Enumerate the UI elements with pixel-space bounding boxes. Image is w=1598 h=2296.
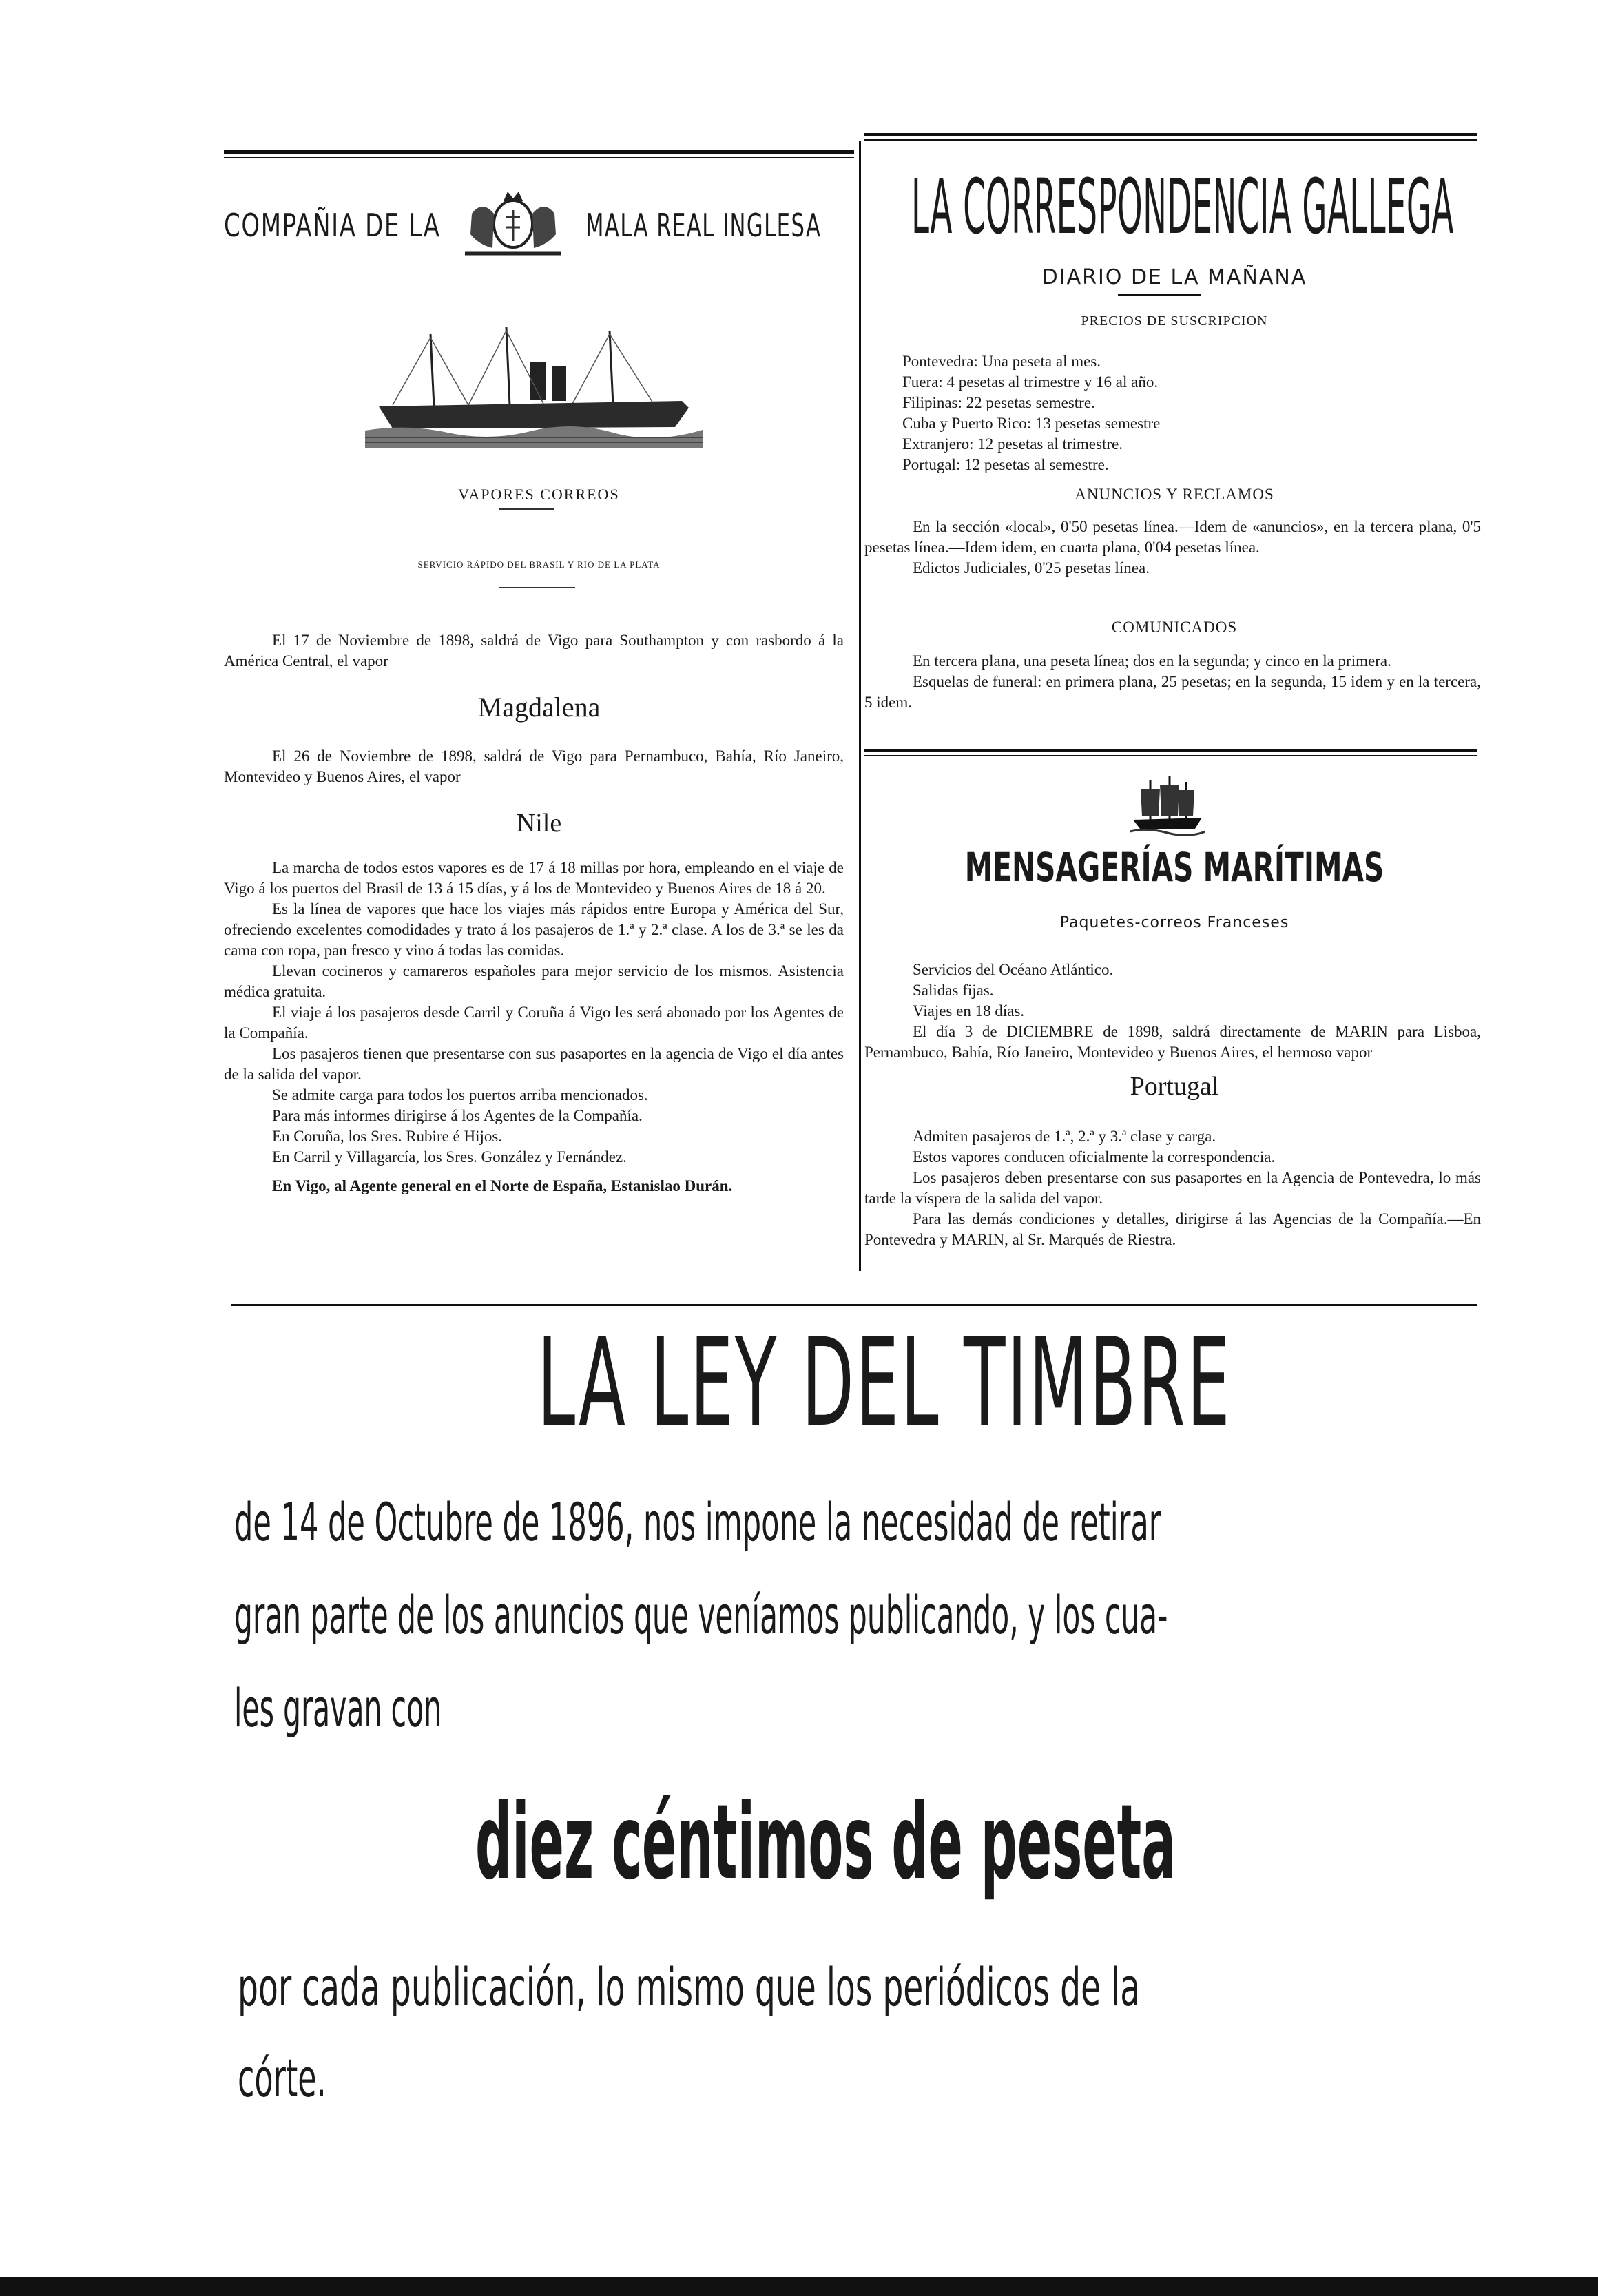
prices-heading: PRECIOS DE SUSCRIPCION: [1081, 313, 1268, 329]
bottom-section-rule: [231, 1304, 1477, 1306]
left-column: [224, 148, 854, 1264]
small-divider: [499, 508, 554, 510]
price-item: Pontevedra: Una peseta al mes.: [902, 353, 1101, 370]
top-rule-right-thin: [864, 139, 1477, 141]
right-column: [864, 148, 1484, 1264]
paragraph: Es la línea de vapores que hace los viajes más rápidos entre Europa y América del Sur, ofreciendo excelentes comodidades y trato á los pasajeros de 1.ª y 2.ª clase. A los de 3.ª se les da cama con ropa, pan fresco y vino á todas las comidas.: [224, 900, 844, 959]
section-rule-thin: [864, 755, 1477, 756]
small-divider-2: [499, 587, 575, 588]
notice-line-2: gran parte de los anuncios que veníamos publicando, y los cua-: [234, 1584, 1168, 1646]
mens-sailing: El día 3 de DICIEMBRE de 1898, saldrá directamente de MARIN para Lisboa, Pernambuco, Bahía, Río Janeiro, Montevideo y Buenos Aires, el hermoso vapor: [864, 1023, 1481, 1061]
left-paragraphs: [224, 858, 844, 1197]
esquelas-text: Esquelas de funeral: en primera plana, 25 pesetas; en la segunda, 15 idem y en la tercera, 5 idem.: [864, 673, 1481, 711]
ship-name-nile: Nile: [516, 809, 562, 838]
mens-after-line: Estos vapores conducen oficialmente la correspondencia.: [913, 1148, 1276, 1166]
ads-text: En la sección «local», 0'50 pesetas línea.—Idem de «anuncios», en la tercera plana, 0'5 pesetas línea.—Idem idem, en cuarta plana, 0'04 pesetas línea.: [864, 518, 1481, 556]
mensagerias-title: MENSAGERÍAS MARÍTIMAS: [964, 844, 1384, 891]
list-item: Se admite carga para todos los puertos arriba mencionados.: [272, 1086, 648, 1104]
ship-name-magdalena: Magdalena: [477, 692, 601, 723]
notice-line-1: de 14 de Octubre de 1896, nos impone la necesidad de retirar: [234, 1491, 1161, 1553]
mens-after-line: Admiten pasajeros de 1.ª, 2.ª y 3.ª clase y carga.: [913, 1128, 1216, 1145]
company-name-left: COMPAÑIA DE LA: [224, 207, 441, 244]
column-divider: [859, 141, 861, 1271]
steamship-illustration: [365, 324, 703, 448]
notice-big-price: diez céntimos de peseta: [475, 1783, 1176, 1903]
mens-line: Servicios del Océano Atlántico.: [913, 961, 1114, 978]
mensagerias-subtitle: Paquetes-correos Franceses: [1059, 914, 1289, 931]
vapores-correos-title: VAPORES CORREOS: [458, 486, 620, 503]
edictos-text: Edictos Judiciales, 0'25 pesetas línea.: [913, 559, 1150, 577]
price-item: Filipinas: 22 pesetas semestre.: [902, 394, 1095, 411]
newspaper-title: LA CORRESPONDENCIA GALLEGA: [911, 163, 1454, 251]
ads-block: [864, 517, 1481, 579]
paragraph: El viaje á los pasajeros desde Carril y Coruña á Vigo les será abonado por los Agentes de la Compañía.: [224, 1004, 844, 1042]
page-bottom-edge: [0, 2277, 1598, 2296]
subtitle-underline: [1118, 294, 1201, 296]
newspaper-subtitle: DIARIO DE LA MAÑANA: [1041, 265, 1307, 289]
section-rule: [864, 749, 1477, 752]
notice-line-5: córte.: [238, 2047, 326, 2109]
mens-after-line: Para las demás condiciones y detalles, dirigirse á las Agencias de la Compañía.—En Pontevedra y MARIN, al Sr. Marqués de Riestra.: [864, 1210, 1481, 1248]
headline-ley-del-timbre: LA LEY DEL TIMBRE: [537, 1312, 1232, 1454]
comunicados-block: [864, 651, 1481, 713]
top-rule-right: [864, 133, 1477, 136]
price-item: Cuba y Puerto Rico: 13 pesetas semestre: [902, 415, 1161, 432]
sailing-info-2: El 26 de Noviembre de 1898, saldrá de Vigo para Pernambuco, Bahía, Río Janeiro, Montevideo y Buenos Aires, el vapor: [224, 747, 844, 785]
notice-line-4: por cada publicación, lo mismo que los periódicos de la: [238, 1956, 1141, 2018]
notice-line-3: les gravan con: [234, 1677, 442, 1739]
sailing-info-1: El 17 de Noviembre de 1898, saldrá de Vigo para Southampton y con rasbordo á la América Central, el vapor: [224, 632, 844, 670]
paragraph: Los pasajeros tienen que presentarse con sus pasaportes en la agencia de Vigo el día antes de la salida del vapor.: [224, 1045, 844, 1083]
company-name-right: MALA REAL INGLESA: [585, 207, 822, 244]
mens-line: Salidas fijas.: [913, 982, 994, 999]
agent-line: En Vigo, al Agente general en el Norte de España, Estanislao Durán.: [272, 1177, 733, 1194]
price-item: Fuera: 4 pesetas al trimestre y 16 al año.: [902, 373, 1159, 391]
comunicados-text: En tercera plana, una peseta línea; dos en la segunda; y cinco en la primera.: [913, 652, 1391, 670]
sailing-ship-icon: [1130, 775, 1205, 837]
mensagerias-block: [864, 960, 1481, 1063]
paragraph: La marcha de todos estos vapores es de 17 á 18 millas por hora, empleando en el viaje de Vigo á los puertos del Brasil de 13 á 15 días, y á los de Montevideo y Buenos Aires de 18 á 20.: [224, 859, 844, 897]
mens-after-line: Los pasajeros deben presentarse con sus pasaportes en la Agencia de Pontevedra, lo más tarde la víspera de la salida del vapor.: [864, 1169, 1481, 1207]
ship-name-portugal: Portugal: [1130, 1072, 1219, 1101]
list-item: En Coruña, los Sres. Rubire é Hijos.: [272, 1128, 503, 1145]
mensagerias-after: [864, 1126, 1481, 1250]
list-item: En Carril y Villagarcía, los Sres. González y Fernández.: [272, 1148, 627, 1166]
price-item: Portugal: 12 pesetas al semestre.: [902, 456, 1109, 473]
mens-line: Viajes en 18 días.: [913, 1002, 1025, 1020]
price-item: Extranjero: 12 pesetas al trimestre.: [902, 435, 1123, 453]
list-item: Para más informes dirigirse á los Agentes de la Compañía.: [272, 1107, 643, 1124]
ads-heading: ANUNCIOS Y RECLAMOS: [1075, 486, 1274, 503]
comunicados-heading: COMUNICADOS: [1111, 619, 1238, 636]
paragraph: Llevan cocineros y camareros españoles para mejor servicio de los mismos. Asistencia médica gratuita.: [224, 962, 844, 1000]
service-line: SERVICIO RÁPIDO DEL BRASIL Y RIO DE LA PLATA: [417, 559, 661, 570]
prices-list: [902, 351, 1467, 475]
royal-crest-icon: [458, 186, 568, 262]
